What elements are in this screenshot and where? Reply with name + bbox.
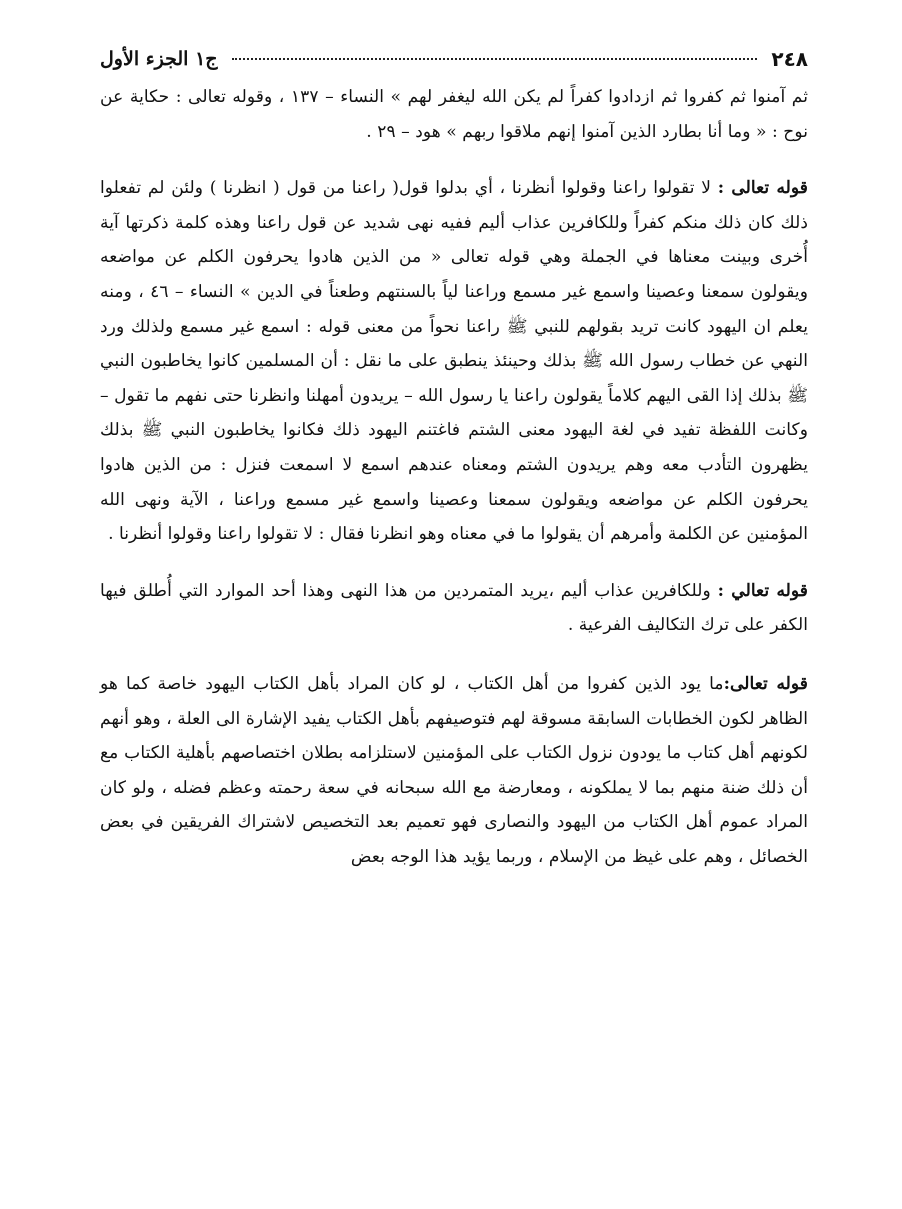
- header-dotted-rule: [232, 58, 758, 60]
- paragraph-spacer: [100, 552, 808, 574]
- paragraph-2: [100, 171, 808, 552]
- paragraph-3-lead: قوله تعالي :: [717, 580, 808, 601]
- volume-label: ج١ الجزء الأول: [100, 48, 218, 70]
- paragraph-1-text: ثم آمنوا ثم كفروا ثم ازدادوا كفراً لم يكن الله ليغفر لهم » النساء – ١٣٧ ، وقوله تعالى : حكاية عن نوح : « وما أنا بطارد الذين آمنوا إنهم ملاقوا ربهم » هود – ٢٩ .: [100, 87, 809, 142]
- page-number: ٢٤٨: [771, 47, 808, 71]
- paragraph-4-text: ما يود الذين كفروا من أهل الكتاب ، لو كان المراد بأهل الكتاب اليهود خاصة كما هو الظاهر لكون الخطابات السابقة مسوقة لهم فتوصيفهم بأهل الكتاب يفيد الإشارة الى العلة ، وهو أنهم لكونهم أهل كتاب ما يودون نزول الكتاب على المؤمنين لاستلزامه بطلان اختصاصهم بأهلية الكتاب مع أن ذلك ضنة منهم بما لا يملكونه ، ومعارضة مع الله سبحانه في سعة رحمته وعظم فضله ، ولو كان المراد عموم أهل الكتاب من اليهود والنصارى فهو تعميم بعد التخصيص لاشتراك الفريقين في بعض الخصائل ، وهم على غيظ من الإسلام ، وربما يؤيد هذا الوجه بعض: [100, 673, 808, 867]
- book-page: [100, 38, 808, 874]
- paragraph-3-text: وللكافرين عذاب أليم ،يريد المتمردين من هذا النهى وهذا أحد الموارد التي أُطلق فيها الكفر على ترك التكاليف الفرعية .: [100, 580, 808, 636]
- paragraph-2-lead: قوله تعالى :: [717, 178, 808, 199]
- paragraph-1: [100, 80, 808, 149]
- paragraph-3: [100, 574, 808, 643]
- paragraph-spacer: [100, 149, 808, 171]
- page-header: [100, 38, 808, 80]
- paragraph-4-lead: قوله تعالى:: [723, 673, 808, 694]
- paragraph-2-text: لا تقولوا راعنا وقولوا أنظرنا ، أي بدلوا قول( راعنا من قول ( انظرنا ) ولئن لم تفعلوا ذلك كان ذلك منكم كفراً وللكافرين عذاب أليم ففيه نهى شديد عن قول راعنا وهذه كلمة ذكرتها آية أُخرى وبينت معناها في الجملة وهي قوله تعالى « من الذين هادوا يحرفون الكلم عن مواضعه ويقولون سمعنا وعصينا واسمع غير مسمع وراعنا لياً بالسنتهم وطعناً في الدين » النساء – ٤٦ ، ومنه يعلم ان اليهود كانت تريد بقولهم للنبي ﷺ راعنا نحواً من معنى قوله : اسمع غير مسمع ولذلك ورد النهي عن خطاب رسول الله ﷺ بذلك وحينئذ ينطبق على ما نقل : أن المسلمين كانوا يخاطبون النبي ﷺ بذلك إذا القى اليهم كلاماً يقولون راعنا يا رسول الله – يريدون أمهلنا وانظرنا حتى نفهم ما تقول – وكانت اللفظة تفيد في لغة اليهود معنى الشتم فاغتنم اليهود ذلك فكانوا يخاطبون النبي ﷺ بذلك يظهرون التأدب معه وهم يريدون الشتم ومعناه عندهم اسمع لا اسمعت فنزل : من الذين هادوا يحرفون الكلم عن مواضعه ويقولون سمعنا وعصينا واسمع غير مسمع وراعنا ، الآية ونهى الله المؤمنين عن الكلمة وأمرهم أن يقولوا ما في معناه وهو انظرنا فقال : لا تقولوا راعنا وقولوا أنظرنا .: [100, 178, 808, 545]
- paragraph-4: [100, 667, 808, 875]
- paragraph-spacer: [100, 643, 808, 667]
